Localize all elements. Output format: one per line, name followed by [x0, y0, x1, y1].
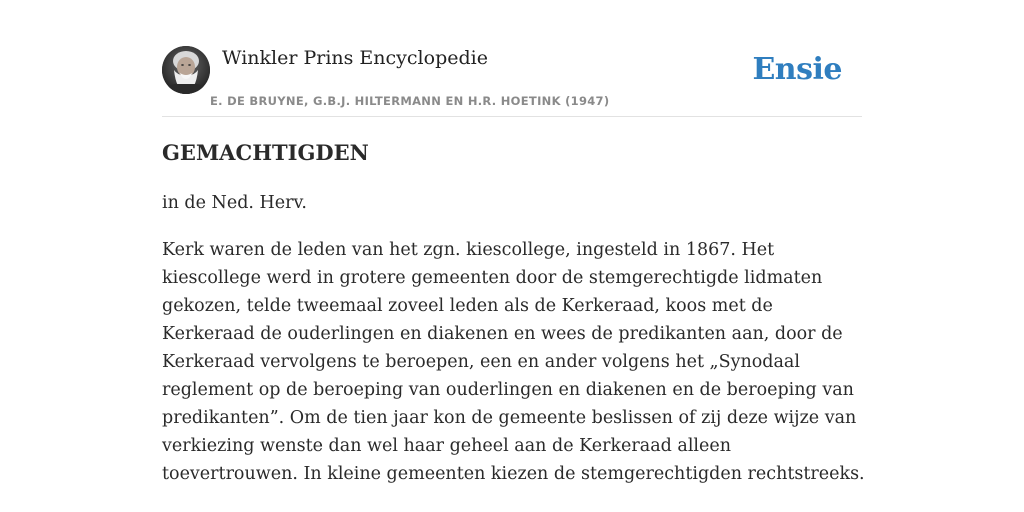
ensie-logo[interactable]: Ensie	[752, 52, 842, 87]
encyclopedia-title[interactable]: Winkler Prins Encyclopedie	[222, 47, 488, 69]
article-body: Kerk waren de leden van het zgn. kiescollege, ingesteld in 1867. Het kiescollege werd in grotere gemeenten door de stemgerechtigde lidmaten gekozen, telde tweemaal zoveel leden als de Kerkeraad, koos met de Kerkeraad de ouderlingen en diakenen en wees de predikanten aan, door de Kerkeraad vervolgens te beroepen, een en ander volgens het „Synodaal reglement op de beroeping van ouderlingen en diakenen en de beroeping van predikanten”. Om de tien jaar kon de gemeente beslissen of zij deze wijze van verkiezing wenste dan wel haar geheel aan de Kerkeraad alleen toevertrouwen. In kleine gemeenten kiezen de stemgerechtigden rechtstreeks.	[162, 240, 865, 484]
bearded-portrait-icon	[162, 46, 210, 94]
article-intro: in de Ned. Herv.	[162, 193, 307, 213]
article-term: GEMACHTIGDEN	[162, 140, 369, 165]
article	[162, 140, 867, 488]
authors-line: E. DE BRUYNE, G.B.J. HILTERMANN EN H.R. HOETINK (1947)	[210, 94, 610, 108]
page-header	[162, 46, 862, 117]
avatar[interactable]	[162, 46, 210, 94]
